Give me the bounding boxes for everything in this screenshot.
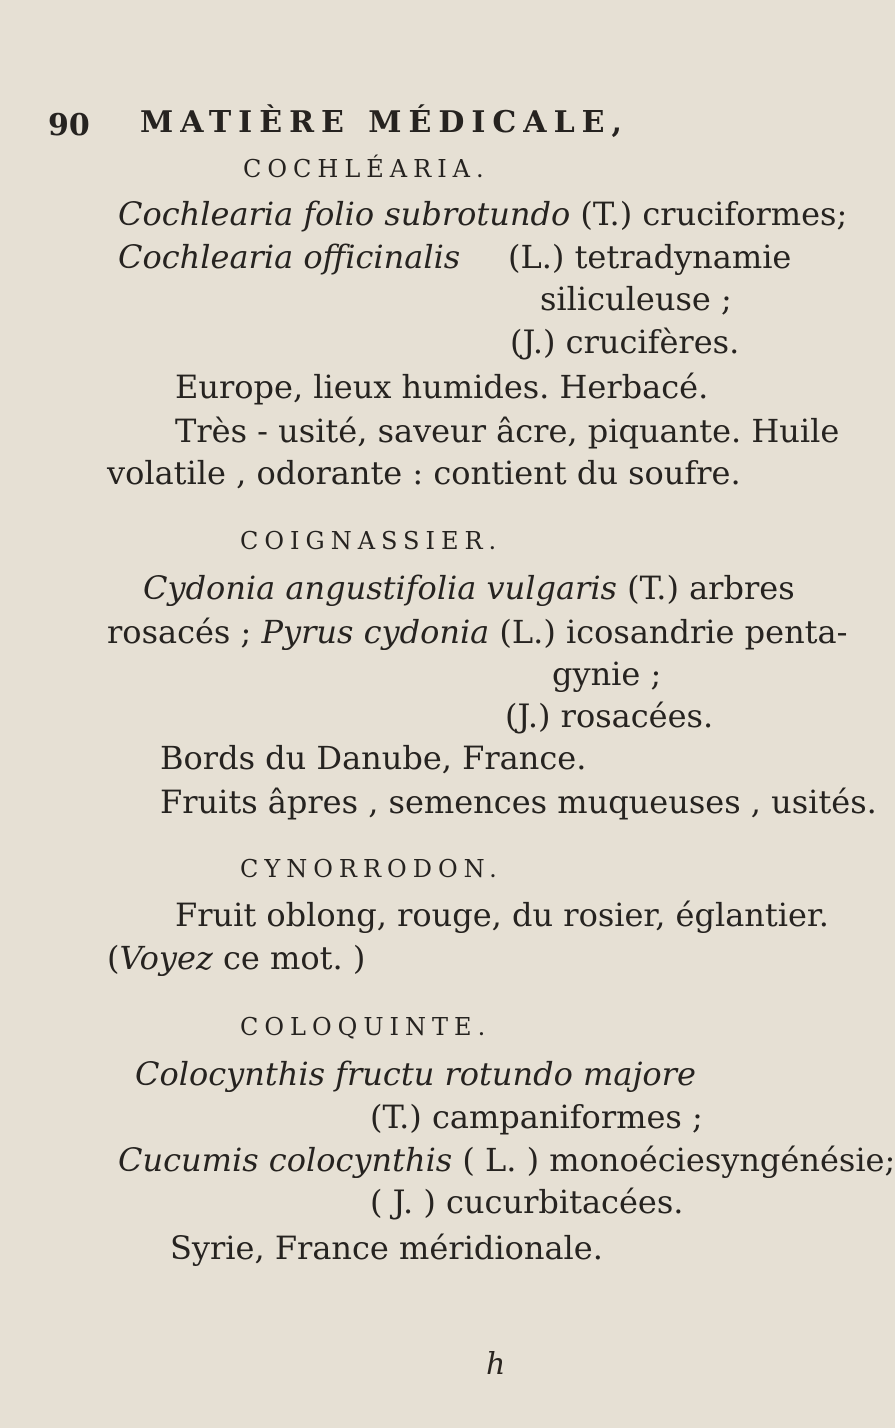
signature-mark: h	[486, 1347, 506, 1382]
text-line: volatile , odorante : contient du soufre.	[107, 454, 741, 492]
text-span: rosacés ;	[107, 613, 262, 651]
latin-name: Colocynthis fructu rotundo majore	[135, 1055, 696, 1093]
text-span: ( L. ) monoéciesyngénésie;	[452, 1141, 895, 1179]
latin-name: Cochlearia folio subrotundo	[118, 195, 571, 233]
text-span: ce mot. )	[212, 939, 366, 977]
text-line: Europe, lieux humides. Herbacé.	[175, 368, 709, 406]
text-line: gynie ;	[552, 655, 662, 693]
text-line: Fruits âpres , semences muqueuses , usités.	[160, 783, 877, 821]
running-title: MATIÈRE MÉDICALE,	[140, 105, 629, 140]
latin-name: Cydonia angustifolia vulgaris	[143, 569, 617, 607]
text-line: ( J. ) cucurbitacées.	[370, 1183, 684, 1221]
text-line: (J.) rosacées.	[505, 697, 714, 735]
section-title: COCHLÉARIA.	[243, 155, 490, 183]
text-span: (	[107, 939, 120, 977]
latin-name: Cucumis colocynthis	[118, 1141, 453, 1179]
text-line: Syrie, France méridionale.	[170, 1229, 603, 1267]
latin-name: Pyrus cydonia	[261, 613, 490, 651]
text-line	[107, 613, 847, 651]
text-span: (T.) arbres	[616, 569, 795, 607]
text-line: siliculeuse ;	[540, 280, 732, 318]
text-line: Bords du Danube, France.	[160, 739, 587, 777]
section-title: CYNORRODON.	[240, 855, 503, 883]
text-span: (L.) icosandrie penta-	[489, 613, 848, 651]
text-line: (T.) campaniformes ;	[370, 1098, 703, 1136]
text-line: (J.) crucifères.	[510, 323, 740, 361]
text-line	[107, 939, 365, 977]
section-title: COIGNASSIER.	[240, 527, 503, 555]
text-line: Fruit oblong, rouge, du rosier, églantier.	[175, 896, 829, 934]
section-title: COLOQUINTE.	[240, 1013, 492, 1041]
text-line	[118, 195, 847, 233]
text-span: (T.) cruciformes;	[570, 195, 848, 233]
text-line: Très - usité, saveur âcre, piquante. Huile	[175, 412, 840, 450]
text-line	[143, 569, 795, 607]
latin-name: Voyez	[119, 939, 213, 977]
page-number: 90	[48, 108, 90, 143]
text-line: (L.) tetradynamie	[508, 238, 792, 276]
text-line	[118, 1141, 895, 1179]
latin-name: Cochlearia officinalis	[118, 238, 461, 276]
